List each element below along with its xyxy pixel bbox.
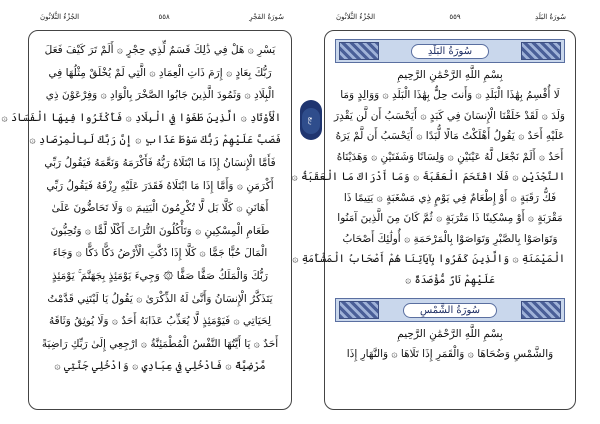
left-page-header [40,10,284,24]
text-line: وَلَدَ ۞ لَقَدْ خَلَقْنَا الْإِنسَانَ فِي كَبَدٍ ۞ أَيَحْسَبُ أَن لَّن يَقْدِرَ [334,109,565,122]
text-line: النَّجْدَيْنِ ۞ فَلَا اقْتَحَمَ الْعَقَبَةَ ۞ وَمَا أَدْرَاكَ مَا الْعَقَبَةُ ۞ [291,171,565,183]
surah-title: سُورَةُ البَلَدِ [411,44,489,59]
text-line: وَالشَّمْسِ وَضُحَاهَا ۞ وَالْقَمَرِ إِذَا تَلَاهَا ۞ وَالنَّهَارِ إِذَا [346,348,554,360]
text-line: الْمَالَ حُبًّا جَمًّا ۞ كَلَّا إِذَا دُكَّتِ الْأَرْضُ دَكًّا دَكًّا ۞ وَجَاءَ [52,247,268,260]
text-line: أَحَدٌ ۞ يَا أَيَّتُهَا النَّفْسُ الْمُطْمَئِنَّةُ ۞ ارْجِعِي إِلَىٰ رَبِّكِ رَاضِيَةً [41,337,279,350]
left-page-number: ٥٥٨ [158,13,170,21]
text-line: الْبِلَادِ ۞ وَثَمُودَ الَّذِينَ جَابُوا الصَّخْرَ بِالْوَادِ ۞ وَفِرْعَوْنَ ذِي [45,89,275,102]
text-line: أَكْرَمَنِ ۞ وَأَمَّا إِذَا مَا ابْتَلَاهُ فَقَدَرَ عَلَيْهِ رِزْقَهُ فَيَقُولُ رَبِّي [46,179,274,192]
right-header-surah: سُورَةُ البَلَدِ [535,13,566,21]
text-line: مَّرْضِيَّةً ۞ فَادْخُلِي فِي عِبَادِي ۞ وَادْخُلِي جَنَّتِي ۞ [54,360,266,373]
text-line: وَتَوَاصَوْا بِالصَّبْرِ وَتَوَاصَوْا بِالْمَرْحَمَةِ ۞ أُولَٰئِكَ أَصْحَابُ [342,232,558,245]
text-line: لِحَيَاتِي ۞ فَيَوْمَئِذٍ لَّا يُعَذِّبُ عَذَابَهُ أَحَدٌ ۞ وَلَا يُوثِقُ وَثَاقَهُ [48,315,272,328]
basmala: بِسْمِ اللَّهِ الرَّحْمَٰنِ الرَّحِيمِ [397,69,503,81]
text-line: فَأَمَّا الْإِنسَانُ إِذَا مَا ابْتَلَاهُ رَبُّهُ فَأَكْرَمَهُ وَنَعَّمَهُ فَيَقُولُ رَبِّي [44,156,276,169]
text-line: لَا أُقْسِمُ بِهَٰذَا الْبَلَدِ ۞ وَأَنتَ حِلٌّ بِهَٰذَا الْبَلَدِ ۞ وَوَالِدٍ وَمَا [340,89,560,101]
surah-banner-balad [335,39,565,63]
text-line: عَلَيْهِمْ نَارٌ مُّؤْصَدَةٌ ۞ [405,273,495,286]
text-line: رَبُّكَ بِعَادٍ ۞ إِرَمَ ذَاتِ الْعِمَادِ ۞ الَّتِي لَمْ يُخْلَقْ مِثْلُهَا فِي [48,66,272,79]
text-line: رَبُّكَ وَالْمَلَكُ صَفًّا صَفًّا ۞ وَجِيءَ يَوْمَئِذٍ بِجَهَنَّمَ ۚ يَوْمَئِذٍ [51,269,269,282]
text-line: الْأَوْتَادِ ۞ الَّذِينَ طَغَوْا فِي الْبِلَادِ ۞ فَأَكْثَرُوا فِيهَا الْفَسَادَ ۞ [1,111,281,124]
surah-title: سُورَةُ الشَّمْسِ [403,303,497,318]
text-line: طَعَامِ الْمِسْكِينِ ۞ وَتَأْكُلُونَ التُّرَاثَ أَكْلًا لَّمًّا ۞ وَتُحِبُّونَ [50,224,270,237]
left-header-juz: الجُزْءُ الثَّلاثُونَ [40,13,80,21]
juz-marker: ربع [302,108,320,134]
text-line: أَحَدٌ ۞ أَلَمْ نَجْعَل لَّهُ عَيْنَيْنِ ۞ وَلِسَانًا وَشَفَتَيْنِ ۞ وَهَدَيْنَاهُ [336,150,564,163]
right-page-text-2 [335,344,565,364]
text-line: مَقْرَبَةٍ ۞ أَوْ مِسْكِينًا ذَا مَتْرَبَةٍ ۞ ثُمَّ كَانَ مِنَ الَّذِينَ آمَنُوا [337,212,563,224]
text-line: أَهَانَنِ ۞ كَلَّا بَل لَّا تُكْرِمُونَ الْيَتِيمَ ۞ وَلَا تَحَاضُّونَ عَلَىٰ [51,202,269,215]
surah-banner-shams [335,298,565,322]
left-page [1,30,292,410]
basmala: بِسْمِ اللَّهِ الرَّحْمَٰنِ الرَّحِيمِ [397,328,503,340]
text-line: فَصَبَّ عَلَيْهِمْ رَبُّكَ سَوْطَ عَذَابٍ ۞ إِنَّ رَبَّكَ لَبِالْمِرْصَادِ ۞ [29,134,281,147]
text-line: الْمَيْمَنَةِ ۞ وَالَّذِينَ كَفَرُوا بِآيَاتِنَا هُمْ أَصْحَابُ الْمَشْأَمَةِ ۞ [292,253,565,265]
right-page-header [336,10,566,24]
text-line: يَتَذَكَّرُ الْإِنسَانُ وَأَنَّىٰ لَهُ الذِّكْرَىٰ ۞ يَقُولُ يَا لَيْتَنِي قَدَّمْتُ [47,292,273,305]
text-line: عَلَيْهِ أَحَدٌ ۞ يَقُولُ أَهْلَكْتُ مَالًا لُّبَدًا ۞ أَيَحْسَبُ أَن لَّمْ يَرَهُ [335,130,565,142]
text-line: يَسْرِ ۞ هَلْ فِي ذَٰلِكَ قَسَمٌ لِّذِي حِجْرٍ ۞ أَلَمْ تَرَ كَيْفَ فَعَلَ [44,44,276,56]
text-line: فَكُّ رَقَبَةٍ ۞ أَوْ إِطْعَامٌ فِي يَوْمٍ ذِي مَسْغَبَةٍ ۞ يَتِيمًا ذَا [343,191,557,204]
right-header-juz: الجُزْءُ الثَّلاثُونَ [336,13,376,21]
left-header-surah: سُورَةُ الفَجْرِ [249,13,284,21]
right-page-number: ٥٥٩ [449,13,461,21]
left-page-text [1,39,281,378]
